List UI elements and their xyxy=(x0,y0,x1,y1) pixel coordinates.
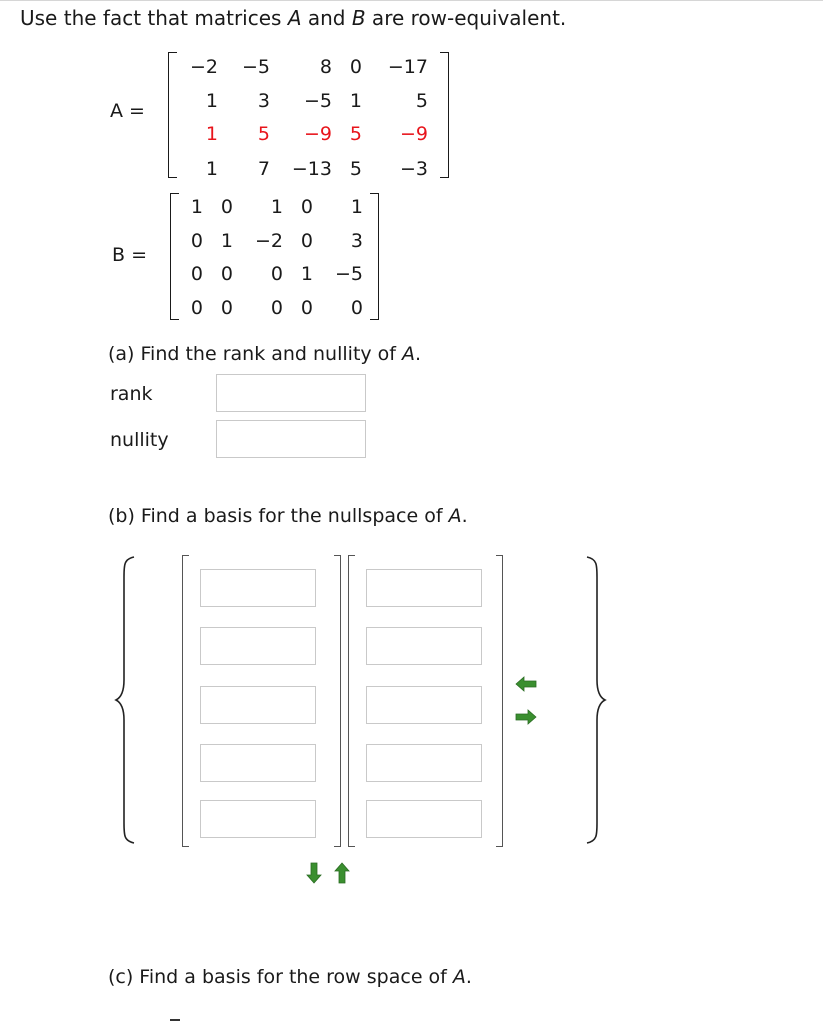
matrix-b-cell: −5 xyxy=(334,263,363,285)
matrix-a-cell: 0 xyxy=(349,56,362,78)
matrix-b-cell: 0 xyxy=(270,263,283,285)
matrix-b-cell: 0 xyxy=(270,297,283,319)
set-left-brace xyxy=(114,555,136,845)
matrix-b-cell: 0 xyxy=(220,263,233,285)
part-c-bracket-stub xyxy=(170,1019,180,1021)
part-b-prompt: (b) Find a basis for the nullspace of A. xyxy=(108,505,468,527)
matrix-b-cell: 0 xyxy=(350,297,363,319)
matrix-a-cell: −5 xyxy=(303,90,332,112)
vector-2-right-bracket xyxy=(496,555,503,847)
rank-input[interactable] xyxy=(216,374,366,412)
part-a-prompt: (a) Find the rank and nullity of A. xyxy=(108,343,422,365)
matrix-b-cell: 1 xyxy=(220,230,233,252)
matrix-a-right-bracket xyxy=(440,52,449,178)
vector-1-right-bracket xyxy=(334,555,341,847)
matrix-b-cell: 1 xyxy=(350,196,363,218)
question-title: Use the fact that matrices A and B are row-equivalent. xyxy=(20,6,567,30)
matrix-b-cell: 0 xyxy=(300,297,313,319)
matrix-b-cell: 3 xyxy=(350,230,363,252)
matrix-a-cell: 1 xyxy=(205,123,218,145)
matrix-a-cell: −5 xyxy=(241,56,270,78)
matrix-b-right-bracket xyxy=(370,193,379,320)
vector-2-entry-input[interactable] xyxy=(366,800,482,838)
matrix-a-label: A = xyxy=(110,100,145,122)
matrix-b-cell: 0 xyxy=(300,196,313,218)
vector-1-entry-input[interactable] xyxy=(200,686,316,724)
matrix-b-cell: −2 xyxy=(254,230,283,252)
matrix-a-cell: 1 xyxy=(205,90,218,112)
matrix-a-cell: 1 xyxy=(205,158,218,180)
part-c-prompt: (c) Find a basis for the row space of A. xyxy=(108,966,472,988)
matrix-a-cell: −13 xyxy=(291,158,332,180)
vector-1-left-bracket xyxy=(182,555,189,847)
matrix-a-cell: −3 xyxy=(399,158,428,180)
matrix-a-cell: 5 xyxy=(257,123,270,145)
vector-1-entry-input[interactable] xyxy=(200,800,316,838)
vector-1-entry-input[interactable] xyxy=(200,627,316,665)
add-column-arrow-icon[interactable] xyxy=(514,707,538,727)
top-divider xyxy=(0,0,823,1)
matrix-a-cell: 5 xyxy=(349,158,362,180)
vector-1-entry-input[interactable] xyxy=(200,569,316,607)
add-row-arrow-icon[interactable] xyxy=(304,861,324,885)
vector-2-entry-input[interactable] xyxy=(366,744,482,782)
vector-1-entry-input[interactable] xyxy=(200,744,316,782)
vector-2-entry-input[interactable] xyxy=(366,569,482,607)
remove-row-arrow-icon[interactable] xyxy=(332,861,352,885)
matrix-a-cell: −17 xyxy=(387,56,428,78)
nullity-label: nullity xyxy=(110,429,169,451)
matrix-b-cell: 1 xyxy=(270,196,283,218)
matrix-b-label: B = xyxy=(112,244,147,266)
rank-label: rank xyxy=(110,383,153,405)
matrix-b-cell: 1 xyxy=(190,196,203,218)
nullity-input[interactable] xyxy=(216,420,366,458)
vector-2-left-bracket xyxy=(348,555,355,847)
matrix-a-cell: 3 xyxy=(257,90,270,112)
matrix-a-cell: −2 xyxy=(189,56,218,78)
matrix-a-cell: 7 xyxy=(257,158,270,180)
matrix-a-cell: 8 xyxy=(319,56,332,78)
remove-column-arrow-icon[interactable] xyxy=(514,674,538,694)
vector-2-entry-input[interactable] xyxy=(366,627,482,665)
matrix-a-cell: −9 xyxy=(303,123,332,145)
matrix-b-cell: 0 xyxy=(220,196,233,218)
matrix-b-cell: 0 xyxy=(300,230,313,252)
matrix-a-cell: −9 xyxy=(399,123,428,145)
matrix-b-cell: 1 xyxy=(300,263,313,285)
matrix-b-cell: 0 xyxy=(190,230,203,252)
matrix-b-cell: 0 xyxy=(190,297,203,319)
matrix-a-cell: 5 xyxy=(349,123,362,145)
set-right-brace xyxy=(585,555,607,845)
matrix-a-cell: 5 xyxy=(415,90,428,112)
vector-2-entry-input[interactable] xyxy=(366,686,482,724)
matrix-b-cell: 0 xyxy=(220,297,233,319)
matrix-b-cell: 0 xyxy=(190,263,203,285)
matrix-a-cell: 1 xyxy=(349,90,362,112)
